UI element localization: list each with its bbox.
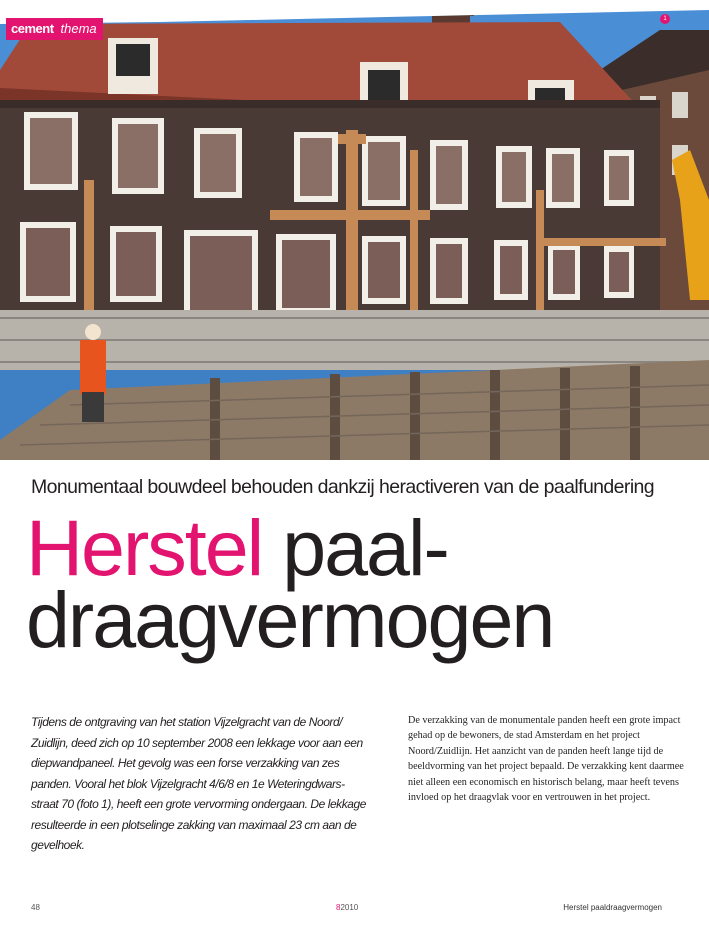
title-rest-line1: paal-	[282, 503, 448, 592]
issue-label	[336, 903, 358, 912]
section-label: thema	[59, 18, 103, 40]
corner-mark: 1	[660, 14, 670, 24]
body-paragraph: De verzakking van de monumentale panden heeft een grote impact gehad op de bewoners, de stad Amsterdam en het project Noord/Zuidlijn. Het aanzicht van de panden heeft lange tijd de beeldvorming van het project bepaald. De verzakking kent daarmee niet alleen een economisch en historisch belang, maar heeft tevens invloed op het draagvlak voor en vertrouwen in het project.	[408, 715, 684, 804]
top-slant	[0, 0, 709, 40]
building-photo-illustration	[0, 0, 709, 460]
page-number: 48	[31, 903, 40, 912]
article-title	[26, 503, 554, 664]
hero-photo	[0, 0, 709, 460]
title-line2: draagvermogen	[26, 575, 554, 664]
magazine-logo: cement	[6, 18, 59, 40]
intro-paragraph: Tijdens de ontgraving van het station Vijzelgracht van de Noord/ Zuidlijn, deed zich op 10 september 2008 een lekkage voor aan een diepwandpaneel. Het gevolg was een forse verzakking van zes panden. Vooral het blok Vijzelgracht 4/6/8 en 1e Weteringdwars-straat 70 (foto 1), heeft een grote vervorming ondergaan. De lekkage resulteerde in een plotselinge zakking van maximaal 23 cm aan de gevelhoek.	[31, 715, 366, 852]
running-title: Herstel paaldraagvermogen	[563, 903, 662, 912]
issue-year: 2010	[340, 903, 359, 912]
title-accent: Herstel	[26, 503, 263, 592]
section-badge	[6, 16, 103, 42]
issue-number: 8	[336, 903, 341, 912]
article-subtitle: Monumentaal bouwdeel behouden dankzij heractiveren van de paalfundering	[31, 476, 655, 498]
